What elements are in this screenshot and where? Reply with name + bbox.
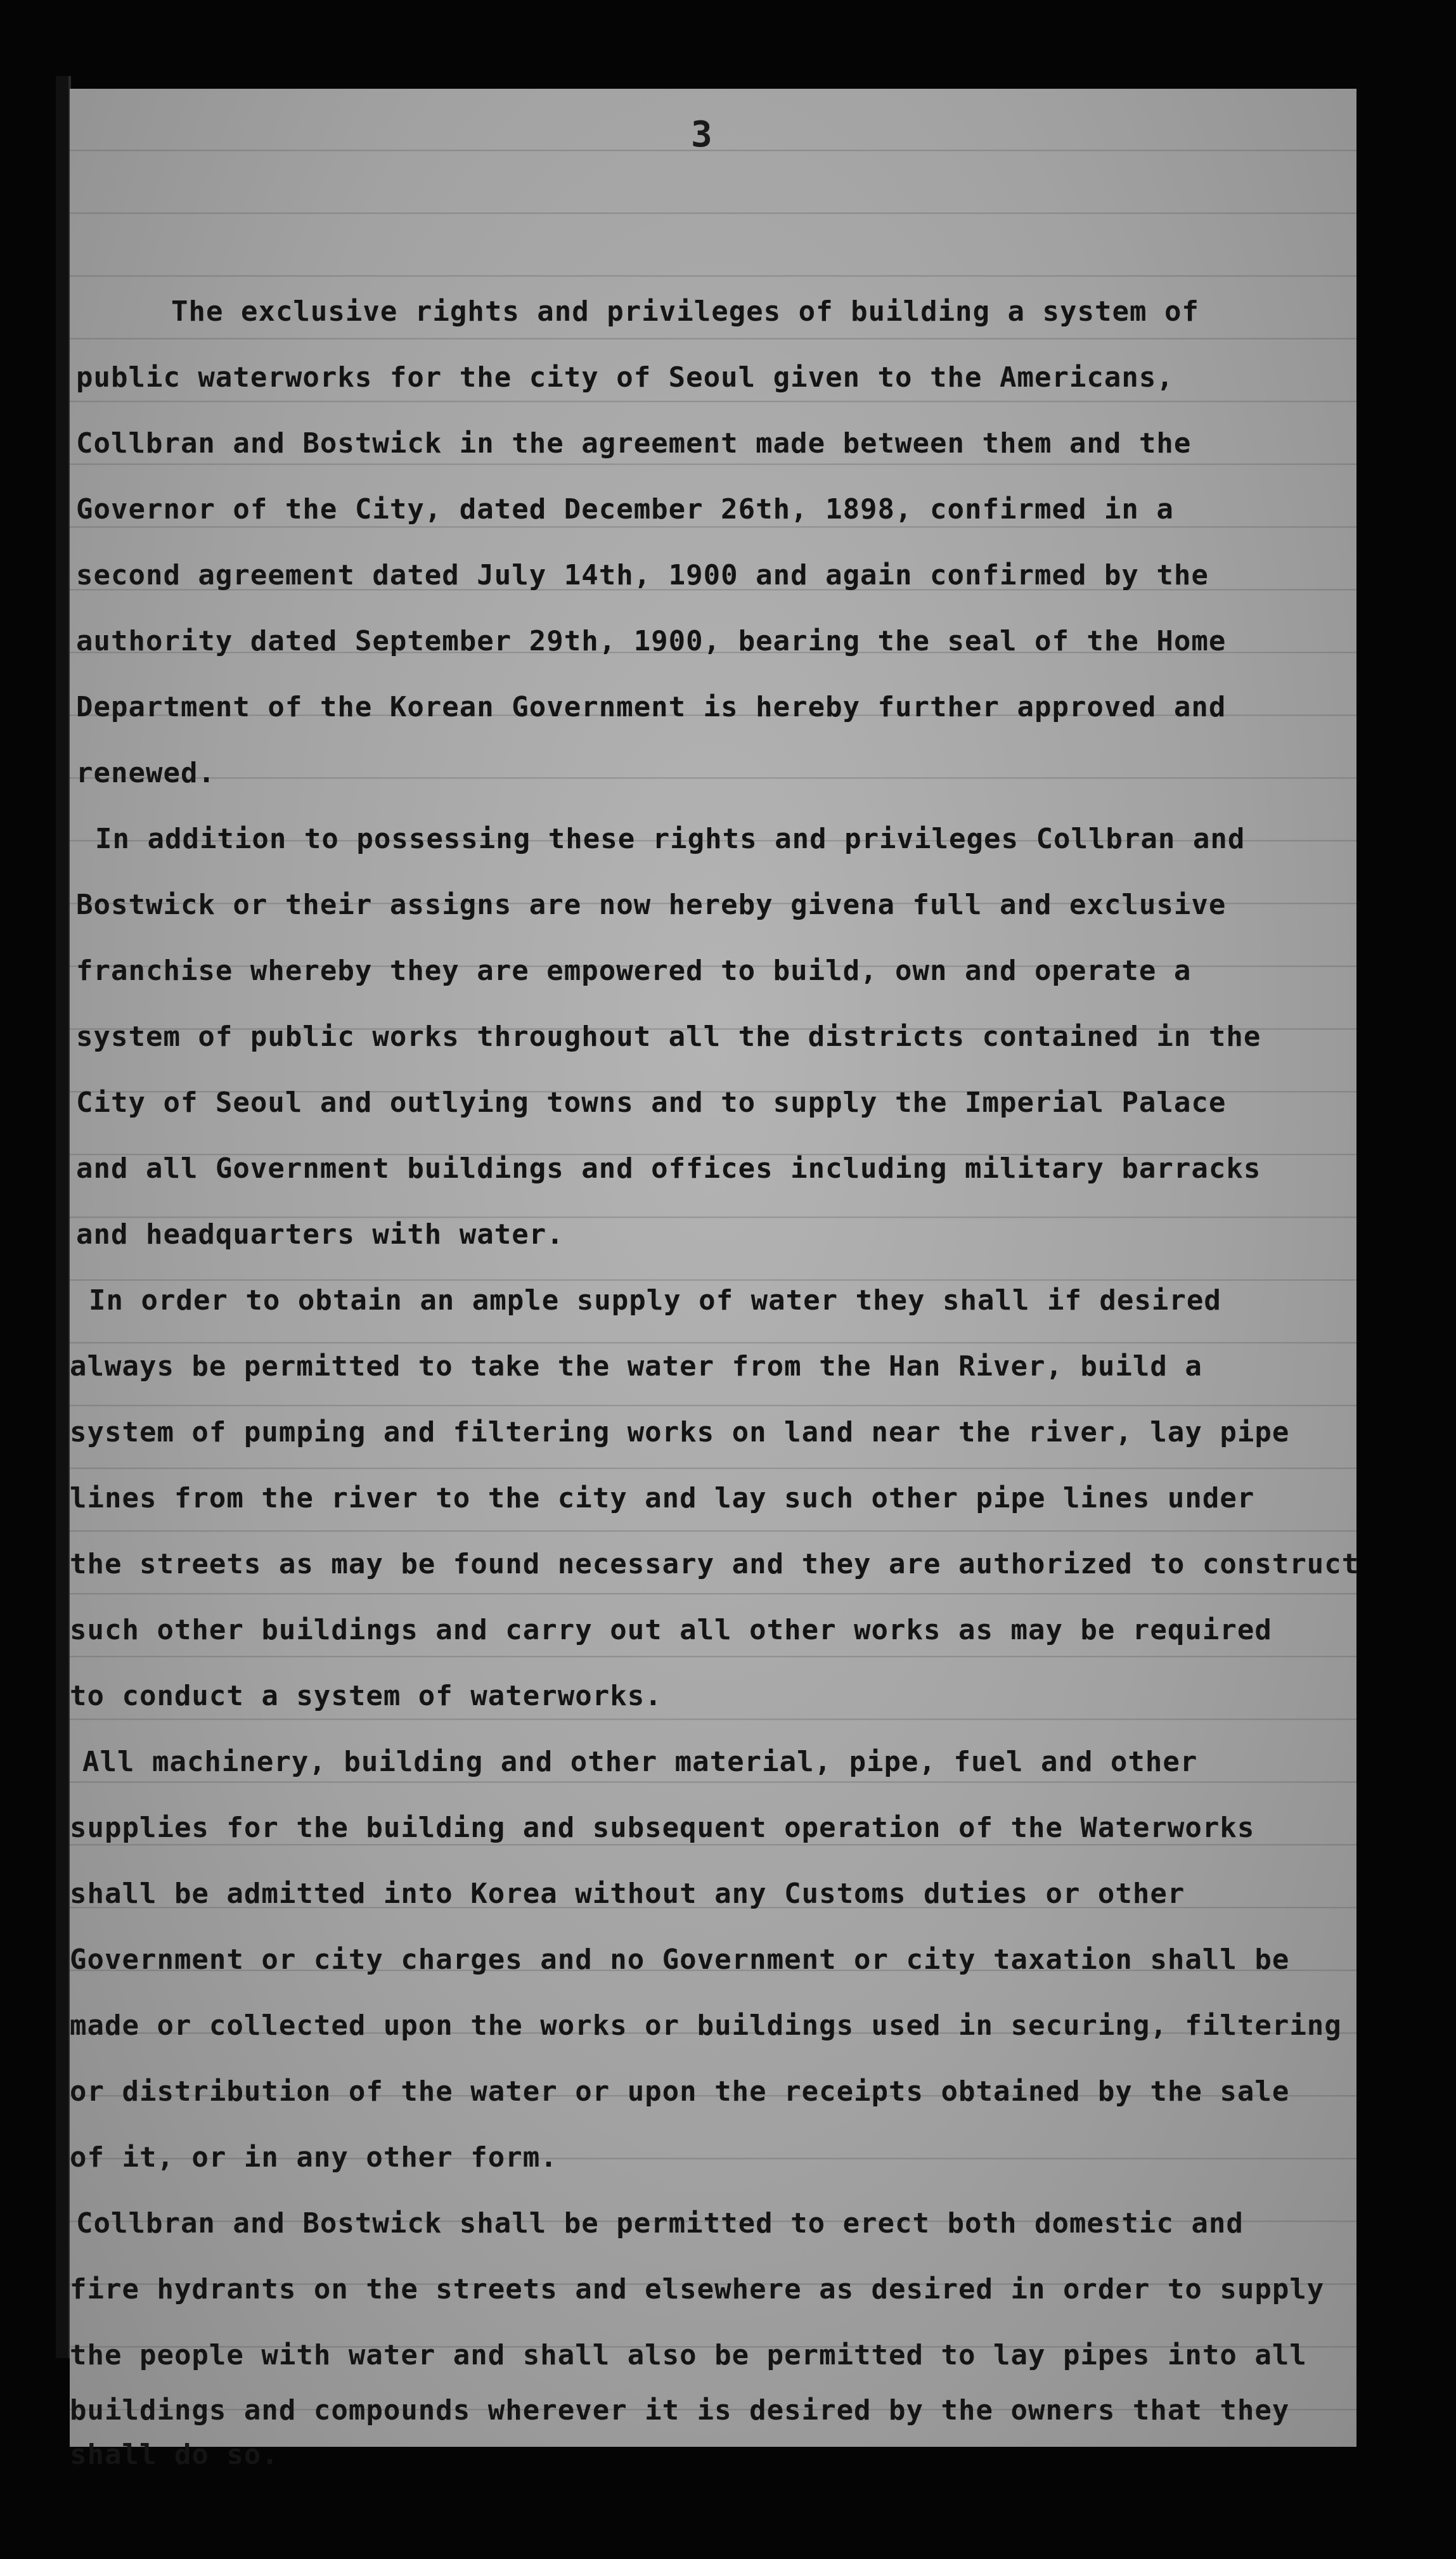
text-line: renewed. (76, 757, 216, 789)
text-line: shall be admitted into Korea without any Customs duties or other (70, 1878, 1185, 1910)
text-line: fire hydrants on the streets and elsewhere as desired in order to supply (70, 2273, 1325, 2305)
text-line: City of Seoul and outlying towns and to supply the Imperial Palace (76, 1086, 1227, 1119)
text-line: Government or city charges and no Government or city taxation shall be (70, 1943, 1290, 1976)
paragraph-franchise (70, 806, 1356, 1268)
text-line: franchise whereby they are empowered to build, own and operate a (76, 955, 1192, 987)
text-line: Bostwick or their assigns are now hereby givena full and exclusive (76, 889, 1227, 921)
text-line: the streets as may be found necessary and they are authorized to construct (70, 1548, 1360, 1580)
binding-edge (56, 76, 71, 2358)
text-line: Department of the Korean Government is hereby further approved and (76, 691, 1227, 723)
text-line: Collbran and Bostwick in the agreement made between them and the (76, 427, 1192, 460)
text-line: system of public works throughout all the districts contained in the (76, 1021, 1261, 1053)
typed-page (70, 89, 1360, 2471)
text-line: The exclusive rights and privileges of building a system of (171, 295, 1199, 328)
text-line: authority dated September 29th, 1900, bearing the seal of the Home (76, 625, 1227, 657)
text-line: system of pumping and filtering works on land near the river, lay pipe (70, 1416, 1290, 1448)
text-line: and all Government buildings and offices including military barracks (76, 1152, 1261, 1185)
text-line: always be permitted to take the water from the Han River, build a (70, 1350, 1202, 1383)
document-body (70, 279, 1360, 2477)
text-line: public waterworks for the city of Seoul given to the Americans, (76, 361, 1174, 394)
text-line: Governor of the City, dated December 26th, 1898, confirmed in a (76, 493, 1174, 525)
text-line: Collbran and Bostwick shall be permitted to erect both domestic and (76, 2207, 1244, 2240)
text-line: lines from the river to the city and lay such other pipe lines under (70, 1482, 1255, 1514)
paragraph-customs-exemption (70, 1729, 1356, 2191)
text-line: such other buildings and carry out all other works as may be required (70, 1614, 1272, 1646)
page-number: 3 (691, 114, 712, 155)
paragraph-water-supply (70, 1268, 1360, 1729)
text-line: buildings and compounds wherever it is desired by the owners that they (70, 2394, 1290, 2427)
text-line: made or collected upon the works or buildings used in securing, filtering (70, 2009, 1342, 2042)
paragraph-hydrants (70, 2191, 1356, 2477)
text-line: In addition to possessing these rights and privileges Collbran and (95, 823, 1246, 855)
text-line: to conduct a system of waterworks. (70, 1680, 662, 1712)
text-line: of it, or in any other form. (70, 2141, 558, 2174)
text-line: shall do so. (70, 2439, 279, 2471)
text-line: or distribution of the water or upon the receipts obtained by the sale (70, 2075, 1290, 2108)
text-line: second agreement dated July 14th, 1900 and again confirmed by the (76, 559, 1209, 591)
text-line: In order to obtain an ample supply of water they shall if desired (89, 1284, 1221, 1317)
text-line: the people with water and shall also be permitted to lay pipes into all (70, 2339, 1307, 2371)
text-line: All machinery, building and other material, pipe, fuel and other (82, 1746, 1198, 1778)
text-line: and headquarters with water. (76, 1218, 564, 1251)
paragraph-waterworks-rights (70, 279, 1356, 806)
text-line: supplies for the building and subsequent operation of the Waterworks (70, 1812, 1255, 1844)
